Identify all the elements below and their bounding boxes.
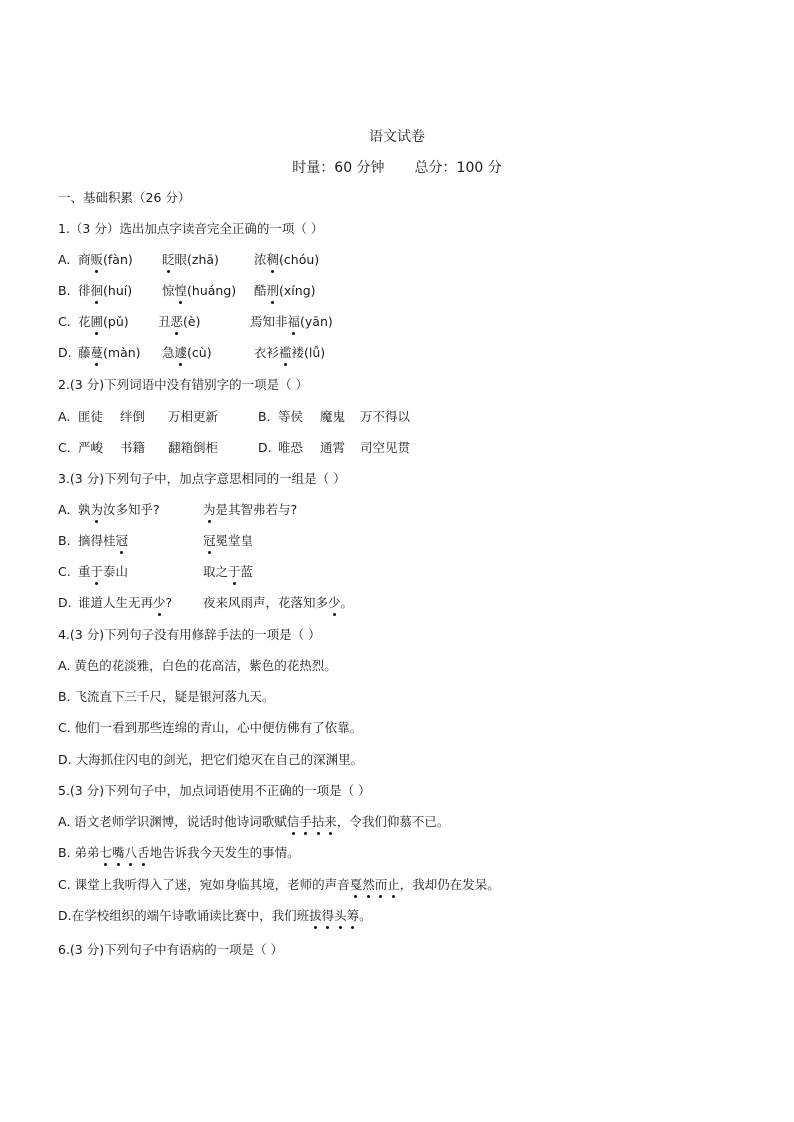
dotted-char: 筹 xyxy=(346,908,360,923)
question-4-stem: 4.(3 分)下列句子没有用修辞手法的一项是（ ） xyxy=(58,627,321,642)
word-part: 急 xyxy=(162,345,175,360)
word-part: 焉知非 xyxy=(250,314,288,329)
word-part: 酷 xyxy=(254,283,267,298)
word-part: 取之 xyxy=(203,564,229,579)
option-text: 书籍 xyxy=(120,440,146,455)
dotted-char: 头 xyxy=(334,908,347,923)
dotted-char: 嘴 xyxy=(112,845,125,860)
dotted-char: 于 xyxy=(228,564,241,579)
word-part: (fàn) xyxy=(103,252,133,267)
question-6-stem: 6.(3 分)下列句子中有语病的一项是（ ） xyxy=(58,942,284,957)
word-part: 夜来风雨声，花落知多 xyxy=(203,595,329,610)
word-part: 藤 xyxy=(78,345,91,360)
dotted-char: 蔓 xyxy=(90,345,104,360)
option-letter: C. xyxy=(58,440,71,455)
option-letter: D. xyxy=(58,345,72,360)
dotted-char: 遽 xyxy=(174,345,188,360)
word-part: 泰山 xyxy=(103,564,129,579)
question-2-stem: 2.(3 分)下列词语中没有错别字的一项是（ ） xyxy=(58,377,309,392)
question-4-option-c: C. 他们一看到那些连绵的青山，心中便仿佛有了依靠。 xyxy=(58,720,363,735)
option-letter: D. xyxy=(58,595,72,610)
time-label: 时量：60 分钟 xyxy=(292,160,385,176)
word-part: 是其智弗若与? xyxy=(215,502,298,517)
sentence-part: ，我却仍在发呆。 xyxy=(399,877,500,892)
question-4-option-d: D. 大海抓住闪电的剑光，把它们熄灭在自己的深渊里。 xyxy=(58,752,364,767)
sentence-part: ，令我们仰慕不已。 xyxy=(336,814,450,829)
dotted-char: 少 xyxy=(328,595,341,610)
question-5-stem: 5.(3 分)下列句子中，加点词语使用不正确的一项是（ ） xyxy=(58,783,371,798)
sentence-part: 地告诉我今天发生的事情。 xyxy=(149,845,300,860)
dotted-char: 恶 xyxy=(170,314,184,329)
option-letter: B. xyxy=(58,533,71,548)
dotted-char: 冠 xyxy=(115,533,129,548)
dotted-char: 而 xyxy=(374,877,388,892)
dotted-char: 止 xyxy=(387,877,400,892)
word-part: 商 xyxy=(78,252,91,267)
section-heading: 一、基础积累（26 分） xyxy=(58,190,191,205)
question-1-stem: 1.（3 分）选出加点字读音完全正确的一项（ ） xyxy=(58,221,324,236)
option-letter: A. xyxy=(58,409,71,424)
dotted-char: 拔 xyxy=(309,908,322,923)
word-part: 丑 xyxy=(158,314,171,329)
dotted-char: 得 xyxy=(321,908,335,923)
word-part: (yān) xyxy=(300,314,333,329)
dotted-char: 刑 xyxy=(266,283,280,298)
word-part: 孰 xyxy=(78,502,91,517)
word-part: 谁道人生无再 xyxy=(78,595,154,610)
dotted-char: 冠 xyxy=(203,533,216,548)
word-part: (cù) xyxy=(187,345,212,360)
sentence-part: D.在学校组织的端午诗歌诵读比赛中，我们班 xyxy=(58,908,310,923)
sentence-part: C. 课堂上我听得入了迷，宛如身临其境，老师的声音 xyxy=(58,877,350,892)
dotted-char: 圃 xyxy=(90,314,104,329)
question-5-option-b xyxy=(58,844,300,862)
dotted-char: 拈 xyxy=(311,814,325,829)
sentence-part: A. 语文老师学识渊博，说话时他诗词歌赋 xyxy=(58,814,287,829)
word-part: 蓝 xyxy=(240,564,254,579)
sentence-part: 。 xyxy=(359,908,372,923)
word-part: 汝多知乎? xyxy=(103,502,160,517)
word-part: 浓 xyxy=(254,252,267,267)
word-part: 衣衫 xyxy=(254,345,280,360)
word-part: (huáng) xyxy=(187,283,237,298)
dotted-char: 然 xyxy=(362,877,375,892)
dotted-char: 少 xyxy=(153,595,166,610)
exam-subtitle xyxy=(0,157,794,177)
question-4-option-a: A. 黄色的花淡雅，白色的花高洁，紫色的花热烈。 xyxy=(58,658,337,673)
word-part: 重 xyxy=(78,564,91,579)
word-part: 摘得桂 xyxy=(78,533,116,548)
word-part: (màn) xyxy=(103,345,141,360)
option-text: 通霄 xyxy=(320,440,346,455)
option-text: 魔鬼 xyxy=(320,409,346,424)
dotted-char: 福 xyxy=(287,314,301,329)
dotted-char: 稠 xyxy=(266,252,280,267)
option-letter: D. xyxy=(258,440,272,455)
word-part: 花 xyxy=(78,314,91,329)
word-part: 眼(zhā) xyxy=(174,252,219,267)
dotted-char: 惶 xyxy=(174,283,188,298)
option-text: 绊倒 xyxy=(120,409,146,424)
option-text: 司空见贯 xyxy=(360,440,411,455)
option-text: 匪徒 xyxy=(78,409,104,424)
word-part: 褛(lǚ) xyxy=(291,345,326,360)
dotted-char: 戛 xyxy=(349,877,363,892)
question-5-option-d xyxy=(58,907,372,925)
sentence-part: B. 弟弟 xyxy=(58,845,100,860)
dotted-char: 贩 xyxy=(90,252,104,267)
option-text: 万相更新 xyxy=(168,409,219,424)
option-text: 唯恐 xyxy=(278,440,304,455)
dotted-char: 褴 xyxy=(279,345,292,360)
dotted-char: 于 xyxy=(90,564,104,579)
option-text: 翻箱倒柜 xyxy=(168,440,219,455)
question-5-option-a xyxy=(58,813,449,831)
word-part: 。 xyxy=(340,595,354,610)
word-part: 徘 xyxy=(78,283,91,298)
option-letter: C. xyxy=(58,314,71,329)
question-5-option-c xyxy=(58,876,500,894)
word-part: (pǔ) xyxy=(103,314,129,329)
word-part: ? xyxy=(165,595,173,610)
word-part: (huí) xyxy=(103,283,133,298)
question-4-option-b: B. 飞流直下三千尺，疑是银河落九天。 xyxy=(58,689,275,704)
dotted-char: 八 xyxy=(124,845,138,860)
question-3-stem: 3.(3 分)下列句子中，加点字意思相同的一组是（ ） xyxy=(58,471,346,486)
word-part: 惊 xyxy=(162,283,175,298)
score-label: 总分：100 分 xyxy=(414,160,502,176)
dotted-char: 为 xyxy=(90,502,104,517)
dotted-char: 手 xyxy=(299,814,312,829)
option-letter: C. xyxy=(58,564,71,579)
option-letter: B. xyxy=(58,283,71,298)
dotted-char: 为 xyxy=(203,502,216,517)
dotted-char: 七 xyxy=(99,845,113,860)
word-part: (xíng) xyxy=(279,283,316,298)
dotted-char: 眨 xyxy=(162,252,175,267)
dotted-char: 徊 xyxy=(90,283,104,298)
word-part: (è) xyxy=(183,314,201,329)
dotted-char: 舌 xyxy=(137,845,150,860)
word-part: (chóu) xyxy=(279,252,320,267)
exam-title: 语文试卷 xyxy=(369,129,425,145)
option-text: 等侯 xyxy=(278,409,304,424)
dotted-char: 来 xyxy=(324,814,337,829)
dotted-char: 信 xyxy=(286,814,300,829)
option-letter: B. xyxy=(258,409,271,424)
option-text: 严峻 xyxy=(78,440,104,455)
word-part: 冕堂皇 xyxy=(215,533,254,548)
option-letter: A. xyxy=(58,502,71,517)
option-text: 万不得以 xyxy=(360,409,411,424)
option-letter: A. xyxy=(58,252,71,267)
